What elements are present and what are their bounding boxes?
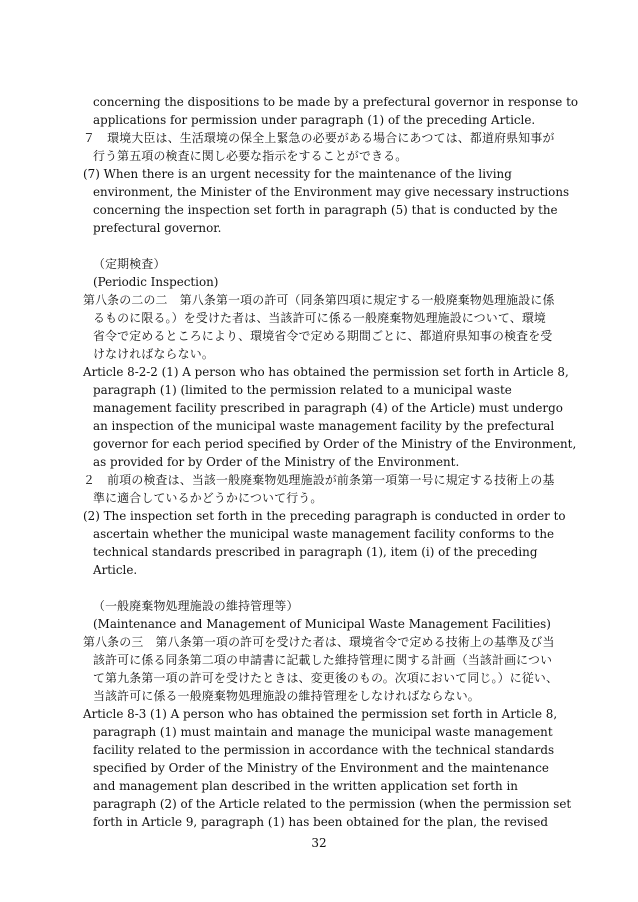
text-line: て第九条第一項の許可を受けたときは、変更後のもの。次項において同じ。）に従い、: [93, 671, 559, 685]
text-line: Article.: [93, 563, 138, 577]
text-line: Article 8-3 (1) A person who has obtained the permission set forth in Article 8,: [83, 707, 558, 721]
text-line: concerning the dispositions to be made by a prefectural governor in response to: [93, 95, 579, 109]
section-heading-en: (Maintenance and Management of Municipal Waste Management Facilities): [93, 617, 551, 631]
section-heading-jp: （定期検査）: [93, 257, 166, 271]
section-heading-jp: （一般廃棄物処理施設の維持管理等）: [93, 599, 299, 613]
text-line: governor for each period specified by Order of the Ministry of the Environment,: [93, 437, 577, 451]
text-line: as provided for by Order of the Ministry of the Environment.: [93, 455, 460, 469]
text-line: ascertain whether the municipal waste management facility conforms to the: [93, 527, 555, 541]
text-line: (7) When there is an urgent necessity for the maintenance of the living: [83, 167, 512, 181]
text-line: paragraph (1) (limited to the permission related to a municipal waste: [93, 383, 512, 397]
text-line: 第八条の三 第八条第一項の許可を受けた者は、環境省令で定める技術上の基準及び当: [83, 635, 555, 649]
text-line: prefectural governor.: [93, 221, 222, 235]
text-line: 第八条の二の二 第八条第一項の許可（同条第四項に規定する一般廃棄物処理施設に係: [83, 293, 555, 307]
text-line: applications for permission under paragraph (1) of the preceding Article.: [93, 113, 536, 127]
text-line: and management plan described in the written application set forth in: [93, 779, 518, 793]
text-line: facility related to the permission in accordance with the technical standards: [93, 743, 555, 757]
text-line: concerning the inspection set forth in paragraph (5) that is conducted by the: [93, 203, 558, 217]
text-line: specified by Order of the Ministry of the Environment and the maintenance: [93, 761, 549, 775]
page-number: 32: [311, 836, 327, 850]
text-line: technical standards prescribed in paragraph (1), item (i) of the preceding: [93, 545, 538, 559]
text-line: ７ 環境大臣は、生活環境の保全上緊急の必要がある場合にあつては、都道府県知事が: [83, 131, 555, 145]
text-line: management facility prescribed in paragraph (4) of the Article) must undergo: [93, 401, 563, 415]
text-line: 行う第五項の検査に関し必要な指示をすることができる。: [93, 149, 408, 163]
text-line: 該許可に係る同条第二項の申請書に記載した維持管理に関する計画（当該計画につい: [93, 653, 553, 667]
text-line: Article 8-2-2 (1) A person who has obtained the permission set forth in Article 8,: [83, 365, 569, 379]
text-line: るものに限る。）を受けた者は、当該許可に係る一般廃棄物処理施設について、環境: [93, 311, 547, 325]
text-line: 省令で定めるところにより、環境省令で定める期間ごとに、都道府県知事の検査を受: [93, 329, 553, 343]
text-line: 当該許可に係る一般廃棄物処理施設の維持管理をしなければならない。: [93, 689, 480, 703]
text-line: forth in Article 9, paragraph (1) has been obtained for the plan, the revised: [93, 815, 549, 829]
section-heading-en: (Periodic Inspection): [93, 275, 219, 289]
text-line: ２ 前項の検査は、当該一般廃棄物処理施設が前条第一項第一号に規定する技術上の基: [83, 473, 555, 487]
text-line: paragraph (2) of the Article related to the permission (when the permission set: [93, 797, 572, 811]
text-line: けなければならない。: [93, 347, 214, 361]
text-line: (2) The inspection set forth in the preceding paragraph is conducted in order to: [83, 509, 566, 523]
text-line: an inspection of the municipal waste management facility by the prefectural: [93, 419, 555, 433]
text-line: environment, the Minister of the Environment may give necessary instructions: [93, 185, 570, 199]
text-line: 準に適合しているかどうかについて行う。: [93, 491, 323, 505]
text-line: paragraph (1) must maintain and manage the municipal waste management: [93, 725, 553, 739]
